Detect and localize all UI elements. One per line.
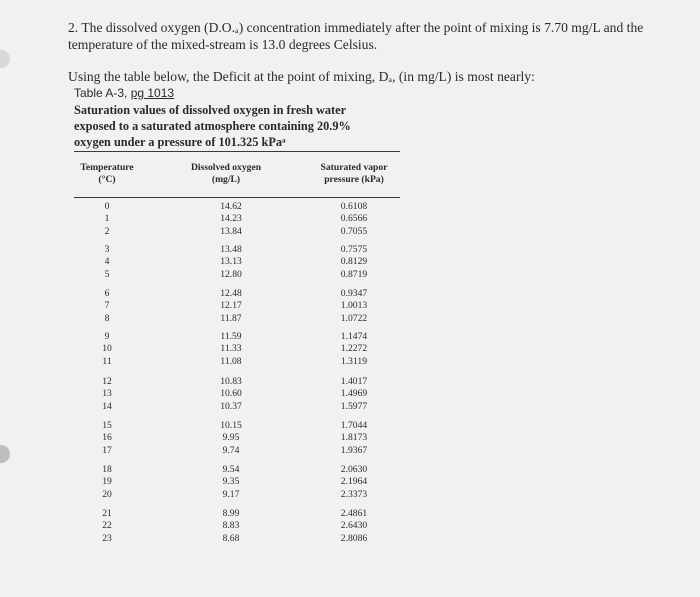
temperature-cell: 1 [104, 213, 110, 225]
table-reference [74, 86, 174, 100]
header-unit: (°C) [98, 174, 116, 185]
table-reference-prefix: Table A-3, [74, 86, 131, 100]
table-caption [74, 102, 404, 150]
table-group [92, 464, 122, 501]
temperature-cell: 20 [102, 488, 112, 500]
dissolved-oxygen-cell: 11.08 [220, 355, 242, 367]
question-text: 2. The dissolved oxygen (D.O.ₐ) concentration immediately after the point of mixing is 7.70 mg/L and the temperature of the mixed-stream is 13.0 degrees Celsius. [68, 20, 644, 52]
temperature-cell: 5 [104, 268, 110, 280]
vapor-pressure-cell: 1.8173 [340, 432, 368, 444]
temperature-cell: 21 [102, 508, 112, 519]
header-dissolved-oxygen [180, 162, 272, 186]
temperature-cell: 3 [104, 244, 110, 255]
table-reference-page: pg 1013 [130, 86, 175, 100]
dissolved-oxygen-cell: 14.62 [220, 201, 242, 212]
table-group [210, 420, 252, 457]
temperature-cell: 23 [102, 532, 112, 544]
header-unit: pressure (kPa) [324, 174, 384, 185]
vapor-pressure-cell: 0.8129 [340, 256, 368, 268]
caption-line: Saturation values of dissolved oxygen in fresh water [74, 103, 347, 117]
table-group [210, 331, 252, 368]
dissolved-oxygen-cell: 11.87 [220, 312, 242, 324]
temperature-cell: 19 [102, 476, 112, 488]
vapor-pressure-cell: 2.3373 [340, 488, 368, 500]
dissolved-oxygen-cell: 10.83 [220, 376, 242, 387]
temperature-cell: 9 [104, 331, 110, 342]
vapor-pressure-cell: 0.7055 [340, 225, 368, 237]
header-label: Temperature [80, 162, 134, 173]
temperature-cell: 17 [102, 444, 112, 456]
temperature-cell: 10 [102, 343, 112, 355]
vapor-pressure-cell: 1.1474 [340, 331, 368, 342]
table-group [210, 376, 252, 413]
table-group [332, 201, 376, 238]
table-group [332, 288, 376, 325]
left-edge-circle-icon [0, 50, 10, 68]
vapor-pressure-cell: 1.9367 [340, 444, 368, 456]
temperature-cell: 22 [102, 520, 112, 532]
table-group [92, 244, 122, 281]
temperature-cell: 12 [102, 376, 112, 387]
dissolved-oxygen-cell: 10.15 [220, 420, 242, 431]
temperature-cell: 16 [102, 432, 112, 444]
temperature-cell: 0 [104, 201, 110, 212]
temperature-cell: 13 [102, 388, 112, 400]
prompt-text: Using the table below, the Deficit at the point of mixing, Dₐ, (in mg/L) is most nearly: [68, 69, 535, 84]
table-group [210, 201, 252, 238]
temperature-cell: 7 [104, 300, 110, 312]
temperature-cell: 4 [104, 256, 110, 268]
vapor-pressure-cell: 1.7044 [340, 420, 368, 431]
vapor-pressure-cell: 2.6430 [340, 520, 368, 532]
vapor-pressure-cell: 0.6108 [340, 201, 368, 212]
dissolved-oxygen-cell: 13.48 [220, 244, 242, 255]
left-edge-circle-icon [0, 445, 10, 463]
table-group [332, 244, 376, 281]
vapor-pressure-cell: 2.1964 [340, 476, 368, 488]
temperature-cell: 8 [104, 312, 110, 324]
table-group [332, 376, 376, 413]
vapor-pressure-cell: 1.5977 [340, 400, 368, 412]
table-group [210, 464, 252, 501]
temperature-cell: 2 [104, 225, 110, 237]
header-label: Saturated vapor [320, 162, 388, 173]
vapor-pressure-cell: 0.8719 [340, 268, 368, 280]
vapor-pressure-cell: 1.0722 [340, 312, 368, 324]
vapor-pressure-cell: 1.3119 [340, 355, 368, 367]
caption-line: oxygen under a pressure of 101.325 kPaᵃ [74, 135, 286, 149]
table-group [92, 331, 122, 368]
table-group [92, 508, 122, 545]
vapor-pressure-cell: 2.4861 [340, 508, 368, 519]
header-vapor-pressure [308, 162, 400, 186]
temperature-cell: 11 [102, 355, 112, 367]
vapor-pressure-cell: 0.7575 [340, 244, 368, 255]
table-group [210, 244, 252, 281]
vapor-pressure-cell: 1.0013 [340, 300, 368, 312]
vapor-pressure-cell: 2.0630 [340, 464, 368, 475]
dissolved-oxygen-cell: 12.48 [220, 288, 242, 299]
table-group [92, 288, 122, 325]
dissolved-oxygen-cell: 11.59 [220, 331, 242, 342]
temperature-cell: 18 [102, 464, 112, 475]
dissolved-oxygen-cell: 9.74 [222, 444, 240, 456]
table-group [332, 508, 376, 545]
temperature-cell: 14 [102, 400, 112, 412]
vapor-pressure-cell: 1.4969 [340, 388, 368, 400]
table-group [332, 420, 376, 457]
dissolved-oxygen-cell: 13.13 [220, 256, 242, 268]
vapor-pressure-cell: 1.4017 [340, 376, 368, 387]
dissolved-oxygen-cell: 10.37 [220, 400, 242, 412]
dissolved-oxygen-cell: 10.60 [220, 388, 242, 400]
dissolved-oxygen-cell: 9.54 [222, 464, 240, 475]
dissolved-oxygen-cell: 9.95 [222, 432, 240, 444]
vapor-pressure-cell: 0.6566 [340, 213, 368, 225]
dissolved-oxygen-cell: 13.84 [220, 225, 242, 237]
table-group [332, 331, 376, 368]
table-group [92, 201, 122, 238]
table-group [210, 508, 252, 545]
dissolved-oxygen-cell: 9.17 [222, 488, 240, 500]
vapor-pressure-cell: 2.8086 [340, 532, 368, 544]
table-group [210, 288, 252, 325]
table-group [92, 420, 122, 457]
temperature-cell: 6 [104, 288, 110, 299]
table-top-rule [74, 151, 400, 152]
dissolved-oxygen-cell: 12.17 [220, 300, 242, 312]
dissolved-oxygen-cell: 11.33 [220, 343, 242, 355]
temperature-cell: 15 [102, 420, 112, 431]
dissolved-oxygen-cell: 8.99 [222, 508, 240, 519]
header-label: Dissolved oxygen [190, 162, 262, 173]
dissolved-oxygen-cell: 12.80 [220, 268, 242, 280]
caption-line: exposed to a saturated atmosphere containing 20.9% [74, 119, 351, 133]
header-unit: (mg/L) [211, 174, 241, 185]
header-bottom-rule [74, 197, 400, 198]
table-group [332, 464, 376, 501]
dissolved-oxygen-cell: 14.23 [220, 213, 242, 225]
header-temperature [74, 162, 140, 186]
vapor-pressure-cell: 0.9347 [340, 288, 368, 299]
dissolved-oxygen-cell: 8.83 [222, 520, 240, 532]
dissolved-oxygen-cell: 8.68 [222, 532, 240, 544]
table-group [92, 376, 122, 413]
vapor-pressure-cell: 1.2272 [340, 343, 368, 355]
dissolved-oxygen-cell: 9.35 [222, 476, 240, 488]
